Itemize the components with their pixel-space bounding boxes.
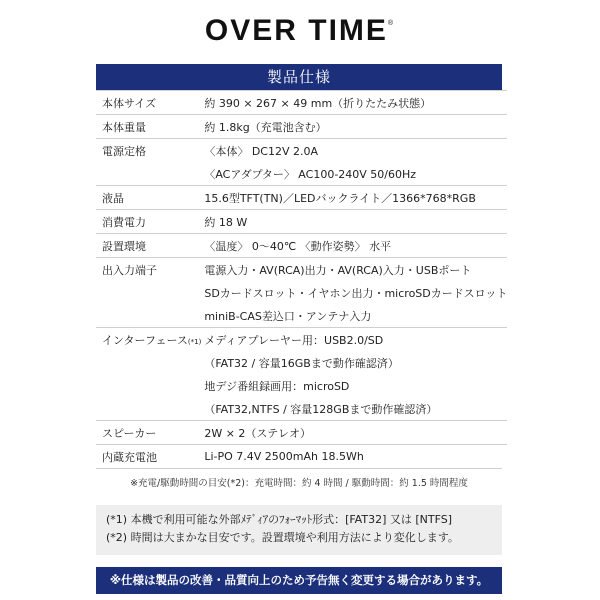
spec-key-label: インターフェース [102, 333, 188, 347]
spec-row [96, 139, 507, 163]
spec-value: 15.6型TFT(TN)／LEDバックライト／1366*768*RGB [201, 186, 507, 210]
spec-value: メディアプレーヤー用：USB2.0/SD [201, 328, 507, 352]
spec-key-label: 電源定格 [102, 144, 146, 158]
spec-key [96, 115, 201, 139]
spec-row [96, 445, 507, 469]
spec-key [96, 210, 201, 234]
spec-key-label: 消費電力 [102, 215, 146, 229]
brand-logo [0, 14, 600, 48]
spec-key [96, 258, 201, 282]
spec-value: 2W × 2（ステレオ） [201, 421, 507, 445]
spec-value: 約 18 W [201, 210, 507, 234]
spec-row [96, 328, 507, 352]
spec-key-label: 設置環境 [102, 239, 146, 253]
spec-key-label: 液晶 [102, 191, 124, 205]
spec-value: 地デジ番組録画用：microSD [204, 379, 350, 393]
spec-key-label: 内蔵充電池 [102, 450, 157, 464]
spec-row [96, 304, 507, 328]
spec-key [96, 234, 201, 258]
spec-panel [96, 64, 508, 594]
spec-key [96, 139, 201, 163]
registered-mark: ® [387, 20, 396, 27]
spec-key-empty [96, 304, 201, 328]
spec-key-label: 出入力端子 [102, 263, 157, 277]
spec-row [96, 397, 507, 421]
spec-value: 〈温度〉 0～40℃ 〈動作姿勢〉 水平 [201, 234, 507, 258]
spec-value: Li-PO 7.4V 2500mAh 18.5Wh [201, 445, 507, 469]
spec-row [96, 281, 507, 304]
spec-row [96, 351, 507, 374]
spec-key [96, 91, 201, 115]
spec-value: 〈本体〉 DC12V 2.0A [201, 139, 507, 163]
spec-row [96, 234, 507, 258]
spec-value: 約 390 × 267 × 49 mm（折りたたみ状態） [201, 91, 507, 115]
spec-value: 電源入力・AV(RCA)出力・AV(RCA)入力・USBポート [201, 258, 507, 282]
brand-name: OVER TIME [204, 14, 388, 47]
spec-key-label: スピーカー [102, 426, 157, 440]
battery-note: ※充電/駆動時間の目安(*2)：充電時間：約 4 時間 / 駆動時間：約 1.5 時間程度 [96, 468, 502, 499]
spec-key-empty [96, 374, 201, 397]
spec-row [96, 186, 507, 210]
spec-key-empty [96, 162, 201, 186]
spec-row [96, 374, 507, 397]
spec-key-label: 本体重量 [102, 120, 146, 134]
spec-row [96, 210, 507, 234]
spec-key-note: (*1) [187, 337, 202, 346]
spec-row [96, 421, 507, 445]
spec-row [96, 91, 507, 115]
spec-key-empty [96, 397, 201, 421]
spec-value: 〈ACアダプター〉 AC100-240V 50/60Hz [204, 167, 417, 181]
bottom-notice: ※仕様は製品の改善・品質向上のため予告無く変更する場合があります。 [96, 567, 502, 594]
spec-value: （FAT32 / 容量16GBまで動作確認済） [204, 356, 399, 370]
spec-value: miniB-CAS差込口・アンテナ入力 [204, 309, 372, 323]
spec-header: 製品仕様 [96, 64, 502, 90]
spec-value: 約 1.8kg（充電池含む） [201, 115, 507, 139]
spec-key [96, 421, 201, 445]
spec-key-label: 本体サイズ [102, 96, 157, 110]
spec-value: （FAT32,NTFS / 容量128GBまで動作確認済） [204, 402, 438, 416]
spec-key-empty [96, 351, 201, 374]
spec-row [96, 258, 507, 282]
footnote-2: (*2) 時間は大まかな目安です。設置環境や利用方法により変化します。 [106, 531, 459, 544]
spec-key-empty [96, 281, 201, 304]
spec-row [96, 162, 507, 186]
footnotes [96, 505, 502, 555]
spec-key [96, 445, 201, 469]
spec-row [96, 115, 507, 139]
spec-key [96, 328, 201, 352]
spec-table [96, 90, 507, 468]
spec-key [96, 186, 201, 210]
spec-value: SDカードスロット・イヤホン出力・microSDカードスロット [204, 286, 508, 300]
footnote-1: (*1) 本機で利用可能な外部ﾒﾃﾞｨｱのﾌｫｰﾏｯﾄ形式：[FAT32] 又は [NTFS] [106, 513, 453, 526]
